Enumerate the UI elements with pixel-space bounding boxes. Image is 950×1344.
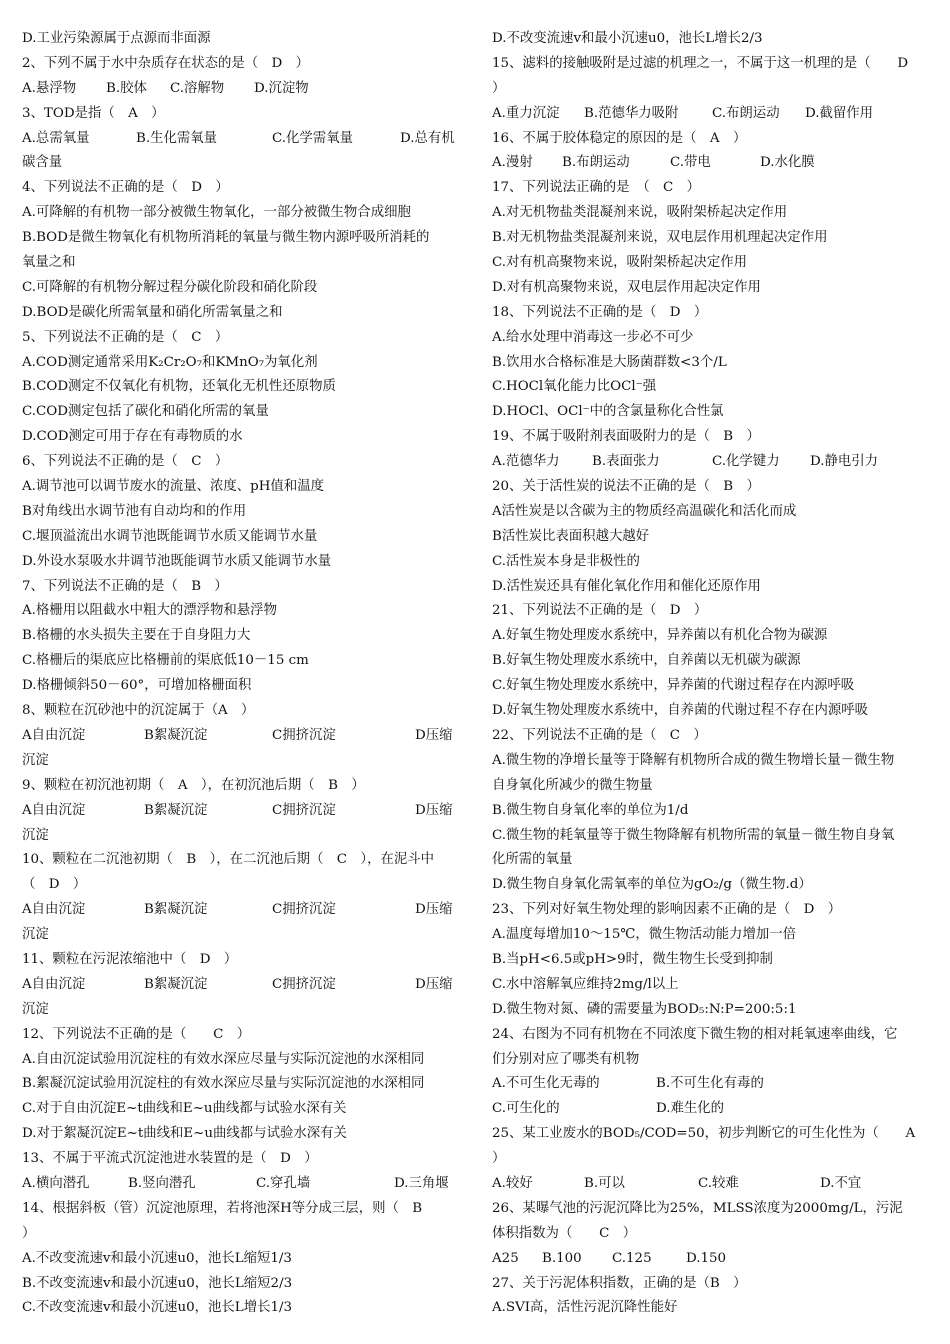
line-text: D.对有机高聚物来说，双电层作用起决定作用 bbox=[492, 279, 761, 295]
line-text: C.不改变流速v和最小沉速u0，池长L增长1/3 bbox=[22, 1300, 293, 1316]
text-line bbox=[22, 1147, 462, 1172]
text-line bbox=[492, 724, 929, 749]
text-line bbox=[22, 1048, 462, 1073]
text-line bbox=[22, 873, 462, 898]
option-text: D压缩 bbox=[415, 802, 453, 818]
text-line bbox=[492, 151, 929, 176]
option-text: A.总需氧量 bbox=[22, 130, 90, 146]
line-text: B.不改变流速v和最小沉速u0，池长L缩短2/3 bbox=[22, 1275, 293, 1291]
text-line bbox=[492, 500, 929, 525]
option-text: C.125 bbox=[612, 1250, 652, 1266]
line-text: A.格栅用以阻截水中粗大的漂浮物和悬浮物 bbox=[22, 603, 277, 619]
text-line bbox=[492, 375, 929, 400]
line-text: D.COD测定可用于存在有毒物质的水 bbox=[22, 429, 243, 445]
line-text: 3、TOD是指（ A ） bbox=[22, 105, 165, 121]
text-line bbox=[492, 127, 929, 152]
text-line bbox=[492, 1172, 929, 1197]
text-line bbox=[22, 500, 462, 525]
text-line bbox=[492, 1072, 929, 1097]
text-line bbox=[22, 276, 462, 301]
line-text: 自身氧化所减少的微生物量 bbox=[492, 777, 653, 793]
line-text: C.COD测定包括了碳化和硝化所需的氧量 bbox=[22, 404, 269, 420]
line-text: B.BOD是微生物氧化有机物所消耗的氧量与微生物内源呼吸所消耗的 bbox=[22, 230, 430, 246]
line-text: 沉淀 bbox=[22, 827, 49, 843]
line-text: A.好氧生物处理废水系统中，异养菌以有机化合物为碳源 bbox=[492, 628, 828, 644]
option-text: C.穿孔墙 bbox=[256, 1175, 311, 1191]
text-line bbox=[492, 450, 929, 475]
line-text: 14、根据斜板（管）沉淀池原理，若将池深H等分成三层，则（ B bbox=[22, 1200, 423, 1216]
text-line bbox=[492, 301, 929, 326]
text-line bbox=[22, 649, 462, 674]
option-text: C.带电 bbox=[670, 155, 711, 171]
text-line bbox=[492, 201, 929, 226]
text-line bbox=[492, 799, 929, 824]
text-line bbox=[492, 1048, 929, 1073]
text-line bbox=[22, 699, 462, 724]
text-line bbox=[492, 525, 929, 550]
text-line bbox=[492, 400, 929, 425]
text-line bbox=[22, 525, 462, 550]
text-line bbox=[22, 774, 462, 799]
line-text: 12、下列说法不正确的是（ C ） bbox=[22, 1026, 251, 1042]
option-text: D.三角堰 bbox=[394, 1175, 449, 1191]
text-line bbox=[22, 848, 462, 873]
line-text: 23、下列对好氧生物处理的影响因素不正确的是（ D ） bbox=[492, 902, 842, 918]
text-line bbox=[22, 948, 462, 973]
text-line bbox=[22, 674, 462, 699]
line-text: D.活性炭还具有催化氧化作用和催化还原作用 bbox=[492, 578, 761, 594]
text-line bbox=[492, 948, 929, 973]
text-line bbox=[22, 799, 462, 824]
option-text: B絮凝沉淀 bbox=[144, 802, 208, 818]
option-text: B.胶体 bbox=[106, 80, 147, 96]
text-line bbox=[492, 1272, 929, 1297]
line-text: 体积指数为（ C ） bbox=[492, 1225, 637, 1241]
text-line bbox=[492, 749, 929, 774]
text-line bbox=[492, 276, 929, 301]
option-text: C拥挤沉淀 bbox=[272, 802, 336, 818]
line-text: A.微生物的净增长量等于降解有机物所合成的微生物增长量－微生物 bbox=[492, 752, 895, 768]
text-line bbox=[22, 1097, 462, 1122]
text-line bbox=[492, 1122, 929, 1147]
option-text: B絮凝沉淀 bbox=[144, 976, 208, 992]
option-text: A.漫射 bbox=[492, 155, 533, 171]
text-line bbox=[492, 824, 929, 849]
line-text: 沉淀 bbox=[22, 752, 49, 768]
line-text: 19、不属于吸附剂表面吸附力的是（ B ） bbox=[492, 429, 760, 445]
option-text: B.可以 bbox=[584, 1175, 625, 1191]
line-text: 21、下列说法不正确的是（ D ） bbox=[492, 603, 708, 619]
text-line bbox=[22, 923, 462, 948]
option-text: A.悬浮物 bbox=[22, 80, 77, 96]
text-line bbox=[22, 1023, 462, 1048]
line-text: 5、下列说法不正确的是（ C ） bbox=[22, 329, 229, 345]
line-text: 沉淀 bbox=[22, 1001, 49, 1017]
option-text: A.横向潜孔 bbox=[22, 1175, 90, 1191]
line-text: 8、颗粒在沉砂池中的沉淀属于（A ） bbox=[22, 703, 255, 719]
line-text: A.自由沉淀试验用沉淀柱的有效水深应尽量与实际沉淀池的水深相同 bbox=[22, 1051, 425, 1067]
text-line bbox=[22, 1072, 462, 1097]
option-text: A.重力沉淀 bbox=[492, 105, 560, 121]
option-text: B.表面张力 bbox=[592, 454, 660, 470]
option-text: A自由沉淀 bbox=[22, 727, 86, 743]
text-line bbox=[22, 550, 462, 575]
text-line bbox=[22, 1122, 462, 1147]
line-text: D.HOCl、OCl⁻中的含氯量称化合性氯 bbox=[492, 404, 724, 420]
option-text: C拥挤沉淀 bbox=[272, 976, 336, 992]
text-line bbox=[22, 898, 462, 923]
line-text: A.温度每增加10～15℃，微生物活动能力增加一倍 bbox=[492, 927, 797, 943]
option-text: C.布朗运动 bbox=[712, 105, 780, 121]
line-text: C.水中溶解氧应维持2mg/l以上 bbox=[492, 976, 679, 992]
option-text: A自由沉淀 bbox=[22, 802, 86, 818]
line-text: ） bbox=[22, 1225, 36, 1241]
line-text: 20、关于活性炭的说法不正确的是（ B ） bbox=[492, 479, 760, 495]
text-line bbox=[492, 898, 929, 923]
line-text: 沉淀 bbox=[22, 927, 49, 943]
text-line bbox=[492, 425, 929, 450]
option-text: D.不宜 bbox=[820, 1175, 862, 1191]
line-text: C.对有机高聚物来说，吸附架桥起决定作用 bbox=[492, 255, 748, 271]
text-line bbox=[492, 1247, 929, 1272]
text-line bbox=[492, 176, 929, 201]
line-text: ） bbox=[492, 1151, 506, 1167]
line-text: B活性炭比表面积越大越好 bbox=[492, 528, 650, 544]
line-text: B.格栅的水头损失主要在于自身阻力大 bbox=[22, 628, 251, 644]
option-text: A自由沉淀 bbox=[22, 976, 86, 992]
line-text: 4、下列说法不正确的是（ D ） bbox=[22, 180, 229, 196]
option-text: C拥挤沉淀 bbox=[272, 727, 336, 743]
text-line bbox=[492, 102, 929, 127]
line-text: 11、颗粒在污泥浓缩池中（ D ） bbox=[22, 951, 238, 967]
option-text: A.不可生化无毒的 bbox=[492, 1076, 600, 1092]
text-line bbox=[22, 27, 462, 52]
line-text: 22、下列说法不正确的是（ C ） bbox=[492, 727, 707, 743]
line-text: 10、颗粒在二沉池初期（ B ），在二沉池后期（ C ），在泥斗中 bbox=[22, 852, 435, 868]
text-line bbox=[492, 848, 929, 873]
line-text: D.微生物对氮、磷的需要量为BOD₅:N:P=200:5:1 bbox=[492, 1001, 797, 1017]
line-text: 碳含量 bbox=[22, 155, 63, 171]
option-text: B絮凝沉淀 bbox=[144, 902, 208, 918]
option-text: D压缩 bbox=[415, 976, 453, 992]
text-line bbox=[22, 351, 462, 376]
text-line bbox=[492, 973, 929, 998]
option-text: B.竖向潜孔 bbox=[128, 1175, 196, 1191]
text-line bbox=[492, 52, 929, 77]
line-text: 6、下列说法不正确的是（ C ） bbox=[22, 454, 229, 470]
line-text: A.不改变流速v和最小沉速u0，池长L缩短1/3 bbox=[22, 1250, 292, 1266]
text-line bbox=[492, 1197, 929, 1222]
text-line bbox=[22, 973, 462, 998]
text-line bbox=[492, 873, 929, 898]
line-text: C.好氧生物处理废水系统中，异养菌的代谢过程存在内源呼吸 bbox=[492, 678, 855, 694]
text-line bbox=[492, 226, 929, 251]
option-text: B.100 bbox=[542, 1250, 582, 1266]
option-text: C拥挤沉淀 bbox=[272, 902, 336, 918]
line-text: B.当pH<6.5或pH>9时，微生物生长受到抑制 bbox=[492, 951, 773, 967]
right-column bbox=[492, 27, 929, 1321]
option-text: A.较好 bbox=[492, 1175, 533, 1191]
text-line bbox=[492, 599, 929, 624]
line-text: （ D ） bbox=[22, 877, 87, 893]
option-text: A.范德华力 bbox=[492, 454, 560, 470]
line-text: D.格栅倾斜50－60°，可增加格栅面积 bbox=[22, 678, 252, 694]
option-text: D.截留作用 bbox=[805, 105, 874, 121]
option-text: B.布朗运动 bbox=[562, 155, 630, 171]
line-text: 18、下列说法不正确的是（ D ） bbox=[492, 304, 708, 320]
line-text: A.对无机物盐类混凝剂来说，吸附架桥起决定作用 bbox=[492, 205, 788, 221]
option-text: A25 bbox=[492, 1250, 519, 1266]
text-line bbox=[22, 824, 462, 849]
line-text: B对角线出水调节池有自动均和的作用 bbox=[22, 503, 247, 519]
text-line bbox=[22, 1172, 462, 1197]
line-text: B.对无机物盐类混凝剂来说，双电层作用机理起决定作用 bbox=[492, 230, 828, 246]
text-line bbox=[22, 77, 462, 102]
line-text: C.微生物的耗氧量等于微生物降解有机物所需的氧量－微生物自身氧 bbox=[492, 827, 895, 843]
line-text: C.对于自由沉淀E~t曲线和E~u曲线都与试验水深有关 bbox=[22, 1101, 347, 1117]
line-text: ） bbox=[492, 80, 506, 96]
line-text: 16、不属于胶体稳定的原因的是（ A ） bbox=[492, 130, 747, 146]
option-text: B.范德华力吸附 bbox=[584, 105, 679, 121]
line-text: B.饮用水合格标准是大肠菌群数<3个/L bbox=[492, 354, 727, 370]
left-column bbox=[22, 27, 462, 1321]
text-line bbox=[492, 923, 929, 948]
text-line bbox=[22, 599, 462, 624]
text-line bbox=[22, 450, 462, 475]
text-line bbox=[22, 127, 462, 152]
option-text: D.难生化的 bbox=[656, 1101, 725, 1117]
line-text: B.好氧生物处理废水系统中，自养菌以无机碳为碳源 bbox=[492, 653, 801, 669]
text-line bbox=[492, 699, 929, 724]
text-line bbox=[492, 1023, 929, 1048]
option-text: B.生化需氧量 bbox=[136, 130, 218, 146]
text-line bbox=[22, 151, 462, 176]
text-line bbox=[22, 176, 462, 201]
option-text: D.静电引力 bbox=[810, 454, 879, 470]
text-line bbox=[22, 226, 462, 251]
option-text: A自由沉淀 bbox=[22, 902, 86, 918]
option-text: C.较难 bbox=[698, 1175, 739, 1191]
line-text: C.堰顶溢流出水调节池既能调节水质又能调节水量 bbox=[22, 528, 318, 544]
text-line bbox=[22, 1247, 462, 1272]
option-text: D.沉淀物 bbox=[254, 80, 309, 96]
text-line bbox=[492, 649, 929, 674]
text-line bbox=[22, 301, 462, 326]
option-text: D压缩 bbox=[415, 727, 453, 743]
text-line bbox=[492, 774, 929, 799]
option-text: C.化学键力 bbox=[712, 454, 780, 470]
line-text: D.对于絮凝沉淀E~t曲线和E~u曲线都与试验水深有关 bbox=[22, 1126, 347, 1142]
text-line bbox=[492, 27, 929, 52]
option-text: C.溶解物 bbox=[170, 80, 225, 96]
line-text: A.调节池可以调节废水的流量、浓度、pH值和温度 bbox=[22, 479, 324, 495]
line-text: 27、关于污泥体积指数，正确的是（B ） bbox=[492, 1275, 747, 1291]
line-text: 17、下列说法正确的是 （ C ） bbox=[492, 180, 701, 196]
line-text: A.COD测定通常采用K₂Cr₂O₇和KMnO₇为氧化剂 bbox=[22, 354, 318, 370]
line-text: D.不改变流速v和最小沉速u0，池长L增长2/3 bbox=[492, 31, 763, 46]
text-line bbox=[492, 251, 929, 276]
option-text: B絮凝沉淀 bbox=[144, 727, 208, 743]
line-text: 26、某曝气池的污泥沉降比为25%，MLSS浓度为2000mg/L，污泥 bbox=[492, 1200, 903, 1216]
text-line bbox=[22, 251, 462, 276]
line-text: 们分别对应了哪类有机物 bbox=[492, 1051, 640, 1067]
line-text: B.絮凝沉淀试验用沉淀柱的有效水深应尽量与实际沉淀池的水深相同 bbox=[22, 1076, 425, 1092]
text-line bbox=[492, 77, 929, 102]
option-text: C.可生化的 bbox=[492, 1101, 560, 1117]
text-line bbox=[492, 1296, 929, 1321]
text-line bbox=[22, 326, 462, 351]
text-line bbox=[492, 998, 929, 1023]
line-text: 9、颗粒在初沉池初期（ A ），在初沉池后期（ B ） bbox=[22, 777, 365, 793]
text-line bbox=[22, 400, 462, 425]
text-line bbox=[22, 624, 462, 649]
line-text: 25、某工业废水的BOD₅/COD=50，初步判断它的可生化性为（ A bbox=[492, 1126, 916, 1142]
option-text: B.不可生化有毒的 bbox=[656, 1076, 764, 1092]
line-text: D.BOD是碳化所需氧量和硝化所需氧量之和 bbox=[22, 304, 283, 320]
option-text: C.化学需氧量 bbox=[272, 130, 353, 146]
line-text: 氧量之和 bbox=[22, 255, 76, 271]
text-line bbox=[492, 575, 929, 600]
line-text: A.SVI高，活性污泥沉降性能好 bbox=[492, 1300, 678, 1316]
text-line bbox=[22, 102, 462, 127]
line-text: C.HOCl氧化能力比OCl⁻强 bbox=[492, 379, 657, 395]
text-line bbox=[492, 326, 929, 351]
line-text: B.COD测定不仅氧化有机物，还氧化无机性还原物质 bbox=[22, 379, 336, 395]
option-text: D.水化膜 bbox=[760, 155, 815, 171]
text-line bbox=[492, 475, 929, 500]
text-line bbox=[492, 1147, 929, 1172]
text-line bbox=[492, 1097, 929, 1122]
line-text: A活性炭是以含碳为主的物质经高温碳化和活化而成 bbox=[492, 503, 797, 519]
text-line bbox=[22, 749, 462, 774]
line-text: D.好氧生物处理废水系统中，自养菌的代谢过程不存在内源呼吸 bbox=[492, 703, 869, 719]
text-line bbox=[22, 1296, 462, 1321]
line-text: 2、下列不属于水中杂质存在状态的是（ D ） bbox=[22, 55, 310, 71]
text-line bbox=[22, 201, 462, 226]
text-line bbox=[492, 624, 929, 649]
text-line bbox=[492, 351, 929, 376]
line-text: 13、不属于平流式沉淀池进水装置的是（ D ） bbox=[22, 1151, 318, 1167]
option-text: D.150 bbox=[686, 1250, 727, 1266]
text-line bbox=[22, 475, 462, 500]
text-line bbox=[22, 375, 462, 400]
text-line bbox=[492, 1222, 929, 1247]
line-text: D.外设水泵吸水井调节池既能调节水质又能调节水量 bbox=[22, 553, 332, 569]
text-line bbox=[22, 1272, 462, 1297]
text-line bbox=[22, 425, 462, 450]
text-line bbox=[22, 998, 462, 1023]
line-text: 化所需的氧量 bbox=[492, 852, 573, 868]
line-text: C.格栅后的渠底应比格栅前的渠底低10－15 cm bbox=[22, 653, 309, 669]
text-line bbox=[22, 575, 462, 600]
line-text: B.微生物自身氧化率的单位为1/d bbox=[492, 802, 689, 818]
option-text: D压缩 bbox=[415, 902, 453, 918]
line-text: A.可降解的有机物一部分被微生物氧化，一部分被微生物合成细胞 bbox=[22, 205, 411, 221]
text-line bbox=[492, 550, 929, 575]
text-line bbox=[492, 674, 929, 699]
line-text: C.活性炭本身是非极性的 bbox=[492, 553, 640, 569]
line-text: A.给水处理中消毒这一步必不可少 bbox=[492, 329, 694, 345]
line-text: 7、下列说法不正确的是（ B ） bbox=[22, 578, 228, 594]
text-line bbox=[22, 1222, 462, 1247]
text-line bbox=[22, 1197, 462, 1222]
text-line bbox=[22, 52, 462, 77]
line-text: D.工业污染源属于点源而非面源 bbox=[22, 31, 211, 46]
line-text: D.微生物自身氧化需氧率的单位为gO₂/g（微生物.d） bbox=[492, 877, 812, 893]
line-text: 24、右图为不同有机物在不同浓度下微生物的相对耗氧速率曲线，它 bbox=[492, 1026, 898, 1042]
option-text: D.总有机 bbox=[400, 130, 455, 146]
line-text: 15、滤料的接触吸附是过滤的机理之一，不属于这一机理的是（ D bbox=[492, 55, 909, 71]
line-text: C.可降解的有机物分解过程分碳化阶段和硝化阶段 bbox=[22, 279, 318, 295]
text-line bbox=[22, 724, 462, 749]
